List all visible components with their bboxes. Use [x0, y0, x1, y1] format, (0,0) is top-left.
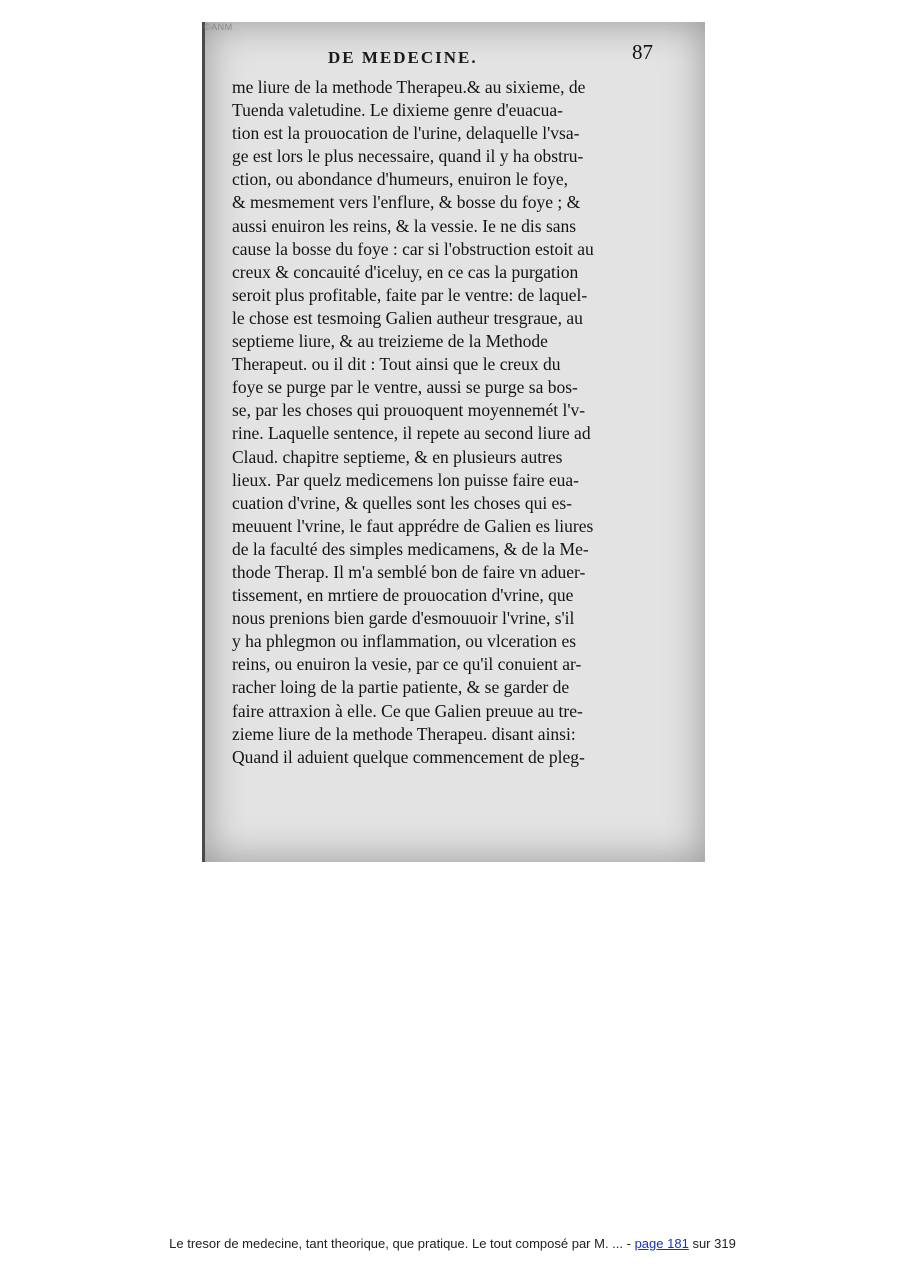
page-number: 87 [632, 40, 653, 64]
text-line: meuuent l'vrine, le faut apprédre de Galien es liures [232, 515, 594, 536]
text-line: tissement, en mrtiere de prouocation d'vrine, que [232, 585, 574, 606]
text-line: thode Therap. Il m'a semblé bon de faire vn aduer- [232, 561, 586, 582]
text-line: racher loing de la partie patiente, & se garder de [232, 677, 570, 698]
text-line: se, par les choses qui prouoquent moyennemét l'v- [232, 400, 586, 421]
text-line: faire attraxion à elle. Ce que Galien preuue au tre- [232, 700, 583, 721]
page-link[interactable]: page 181 [634, 1236, 689, 1251]
text-line: zieme liure de la methode Therapeu. disant ainsi: [232, 723, 576, 744]
text-line: creux & concauité d'iceluy, en ce cas la purgation [232, 261, 579, 282]
text-line: aussi enuiron les reins, & la vessie. Ie ne dis sans [232, 215, 577, 236]
text-line: rine. Laquelle sentence, il repete au second liure ad [232, 423, 591, 444]
text-line: cuation d'vrine, & quelles sont les choses qui es- [232, 492, 572, 513]
text-line: lieux. Par quelz medicemens lon puisse faire eua- [232, 469, 579, 490]
text-line: tion est la prouocation de l'urine, delaquelle l'vsa- [232, 123, 580, 144]
text-line: Quand il aduient quelque commencement de pleg- [232, 746, 585, 767]
text-line: & mesmement vers l'enflure, & bosse du foye ; & [232, 192, 581, 213]
text-line: y ha phlegmon ou inflammation, ou vlceration es [232, 631, 577, 652]
text-line: Tuenda valetudine. Le dixieme genre d'euacua- [232, 100, 563, 121]
text-line: le chose est tesmoing Galien autheur tresgraue, au [232, 307, 583, 328]
footer [0, 1236, 905, 1251]
text-line: Claud. chapitre septieme, & en plusieurs autres [232, 446, 563, 467]
page-text [232, 76, 677, 769]
text-line: Therapeut. ou il dit : Tout ainsi que le creux du [232, 354, 561, 375]
footer-total: sur 319 [692, 1236, 736, 1251]
text-line: ction, ou abondance d'humeurs, enuiron le foye, [232, 169, 569, 190]
text-line: cause la bosse du foye : car si l'obstruction estoit au [232, 238, 594, 259]
running-head: DE MEDECINE. [328, 48, 478, 67]
text-line: foye se purge par le ventre, aussi se purge sa bos- [232, 377, 578, 398]
text-line: septieme liure, & au treizieme de la Methode [232, 331, 548, 352]
text-line: nous prenions bien garde d'esmouuoir l'vrine, s'il [232, 608, 575, 629]
library-stamp: ©ANM [204, 22, 233, 32]
text-line: me liure de la methode Therapeu.& au sixieme, de [232, 77, 586, 97]
footer-title: Le tresor de medecine, tant theorique, que pratique. Le tout composé par M. ... - [169, 1236, 631, 1251]
text-line: reins, ou enuiron la vesie, par ce qu'il conuient ar- [232, 654, 582, 675]
text-line: de la faculté des simples medicamens, & de la Me- [232, 538, 589, 559]
text-line: ge est lors le plus necessaire, quand il y ha obstru- [232, 146, 584, 167]
text-line: seroit plus profitable, faite par le ventre: de laquel- [232, 284, 588, 305]
